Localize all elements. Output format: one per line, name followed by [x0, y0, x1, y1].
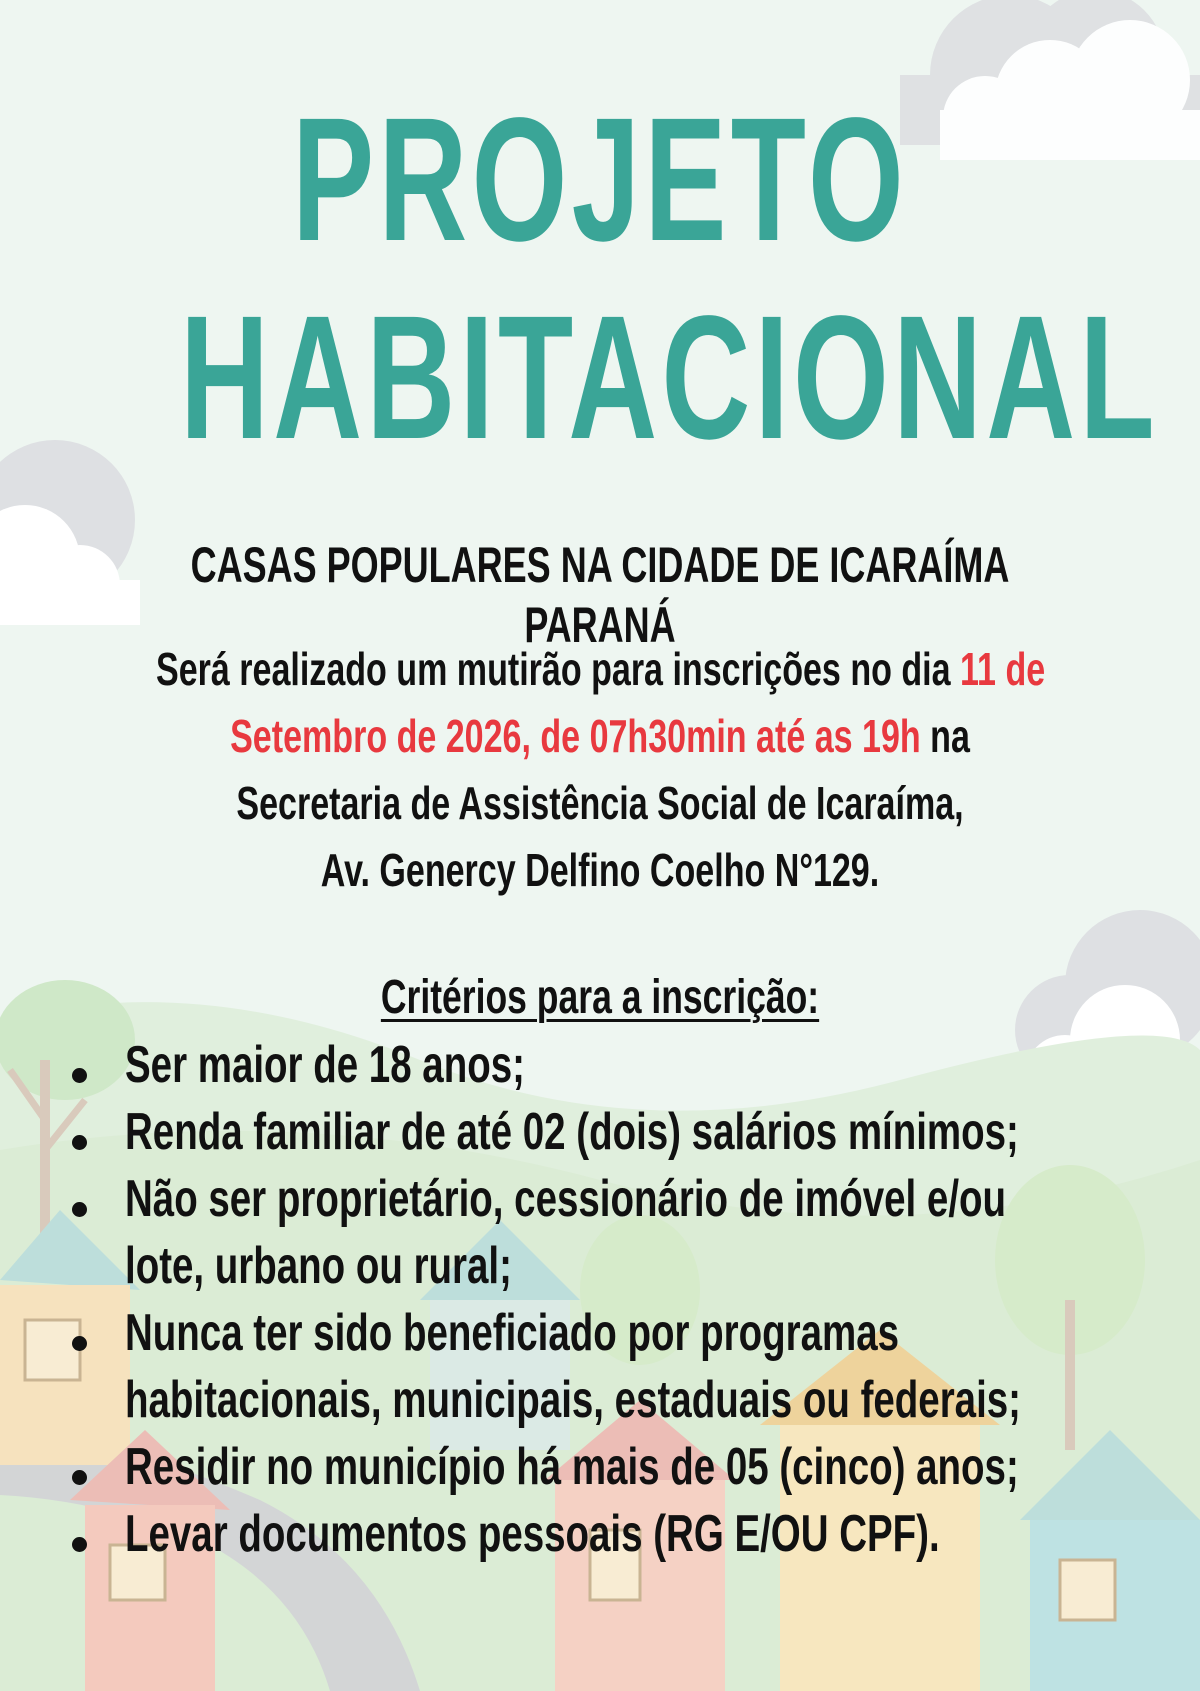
- criteria-text: Residir no município há mais de 05 (cinco) anos;: [125, 1438, 1019, 1496]
- announcement-text: na: [920, 710, 970, 762]
- title-line-1: PROJETO: [292, 82, 908, 278]
- announcement-date-highlight: 11 de: [959, 643, 1046, 695]
- subtitle: CASAS POPULARES NA CIDADE DE ICARAÍMA PARANÁ: [190, 537, 1010, 653]
- criteria-text: Levar documentos pessoais (RG E/OU CPF).: [125, 1505, 940, 1563]
- bullet-icon: [72, 1202, 87, 1217]
- announcement-line-1: [156, 636, 1044, 703]
- criteria-text-continued: lote, urbano ou rural;: [125, 1237, 512, 1295]
- announcement-text: Será realizado um mutirão para inscrições no dia: [156, 643, 960, 695]
- announcement-line-2: [156, 703, 1044, 770]
- announcement-address: Av. Genercy Delfino Coelho N°129.: [320, 844, 880, 896]
- title-line-2: HABITACIONAL: [180, 280, 1159, 476]
- criteria-text: Ser maior de 18 anos;: [125, 1036, 525, 1094]
- criteria-text: Não ser proprietário, cessionário de imóvel e/ou: [125, 1170, 1007, 1228]
- bullet-icon: [72, 1068, 87, 1083]
- bullet-icon: [72, 1336, 87, 1351]
- criteria-text-continued: habitacionais, municipais, estaduais ou federais;: [125, 1371, 1022, 1429]
- bullet-icon: [72, 1537, 87, 1552]
- announcement: [0, 636, 1200, 904]
- bullet-icon: [72, 1470, 87, 1485]
- criteria-text: Nunca ter sido beneficiado por programas: [125, 1304, 900, 1362]
- announcement-line-3: Secretaria de Assistência Social de Icaraíma,: [236, 777, 964, 829]
- criteria-text: Renda familiar de até 02 (dois) salários mínimos;: [125, 1103, 1019, 1161]
- criteria-heading: Critérios para a inscrição:: [380, 971, 820, 1024]
- announcement-date-highlight: Setembro de 2026, de 07h30min até as 19h: [230, 710, 921, 762]
- bullet-icon: [72, 1135, 87, 1150]
